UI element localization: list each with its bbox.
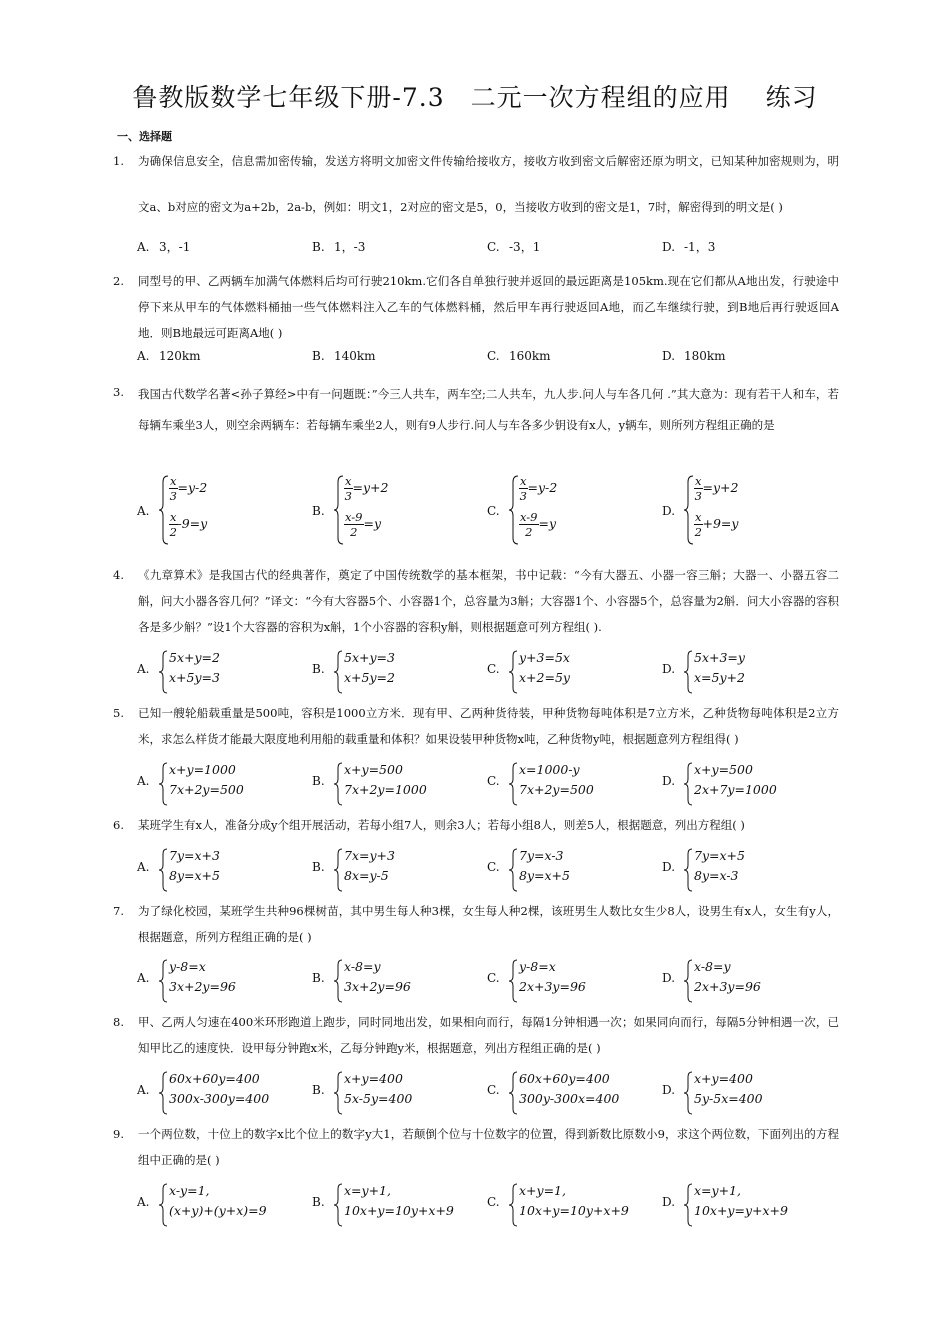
option-d[interactable] xyxy=(662,650,832,685)
left-brace-icon xyxy=(159,1183,169,1227)
question-7 xyxy=(113,898,839,950)
option-letter: D. xyxy=(662,971,676,985)
option-b[interactable] xyxy=(312,762,482,797)
equation-line-1: x-y=1, xyxy=(169,1183,210,1198)
option-d[interactable]: D. -1，3 xyxy=(662,240,716,254)
left-brace-icon xyxy=(159,959,169,1003)
option-c[interactable] xyxy=(487,848,657,883)
question-number: 6. xyxy=(113,818,124,832)
equation-line-1: y-8=x xyxy=(519,959,556,974)
option-b[interactable] xyxy=(312,959,482,994)
equation-line-2: 8y=x+5 xyxy=(519,868,570,883)
equation-line-1: x+y=400 xyxy=(694,1071,753,1086)
equation-line-2: x+5y=2 xyxy=(344,670,395,685)
option-letter: A. xyxy=(137,971,150,985)
question-text: 同型号的甲、乙两辆车加满气体燃料后均可行驶210km.它们各自单独行驶并返回的最远距离是105km.现在它们都从A地出发，行驶途中停下来从甲车的气体燃料桶抽一些气体燃料注入乙车的气体燃料桶，然后甲车再行驶返回A地，而乙车继续行驶，到B地后再行驶返回A地．则B地最远可距离A地( ) xyxy=(138,274,839,340)
equation-line-2: 5x-5y=400 xyxy=(344,1091,413,1106)
section-heading: 一、选择题 xyxy=(117,130,172,143)
option-letter: B. xyxy=(312,1083,325,1097)
option-letter: D. xyxy=(662,662,676,676)
option-letter: B. xyxy=(312,774,325,788)
left-brace-icon xyxy=(334,959,344,1003)
left-brace-icon xyxy=(159,1071,169,1115)
option-c[interactable] xyxy=(487,762,657,797)
equation-line-2: 8x=y-5 xyxy=(344,868,389,883)
question-text: 甲、乙两人匀速在400米环形跑道上跑步，同时同地出发，如果相向而行，每隔1分钟相遇一次；如果同向而行，每隔5分钟相遇一次，已知甲比乙的速度快．设甲每分钟跑x米，乙每分钟跑y米，根据题意，列出方程组正确的是( ) xyxy=(138,1015,839,1055)
left-brace-icon xyxy=(334,650,344,694)
option-letter: D. xyxy=(662,774,676,788)
option-d[interactable] xyxy=(662,1071,832,1106)
option-d[interactable] xyxy=(662,1183,832,1218)
equation-line-1: 7x=y+3 xyxy=(344,848,395,863)
left-brace-icon xyxy=(684,762,694,806)
equation-line-1: x=y+1, xyxy=(694,1183,741,1198)
option-c[interactable] xyxy=(487,650,657,685)
equation-line-2: 10x+y=y+x+9 xyxy=(694,1203,788,1218)
equation-line-1: x+y=500 xyxy=(344,762,403,777)
option-letter: B. xyxy=(312,1195,325,1209)
option-letter: D. xyxy=(662,860,676,874)
equation-line-2: 2x+7y=1000 xyxy=(694,782,777,797)
option-letter: B. xyxy=(312,860,325,874)
option-b[interactable] xyxy=(312,1183,482,1218)
option-b[interactable]: B. 140km xyxy=(312,349,376,363)
left-brace-icon xyxy=(334,762,344,806)
option-letter: C. xyxy=(487,774,500,788)
equation-line-2: 300y-300x=400 xyxy=(519,1091,620,1106)
equation-line-2: x=5y+2 xyxy=(694,670,745,685)
option-d[interactable]: D. $\frac{x}{3}$ =y+2 $\frac{x}{2}$ +9=y xyxy=(662,504,832,518)
option-d[interactable]: D. 180km xyxy=(662,349,726,363)
option-d[interactable] xyxy=(662,762,832,797)
option-a[interactable]: A. 120km xyxy=(137,349,201,363)
question-3 xyxy=(113,379,839,441)
question-text: 已知一艘轮船载重量是500吨，容积是1000立方米．现有甲、乙两种货待装，甲种货物每吨体积是7立方米，乙种货物每吨体积是2立方米，求怎么样货才能最大限度地利用船的载重量和体积？如果设装甲种货物x吨，乙种货物y吨，根据题意列方程组得( ) xyxy=(138,706,839,746)
equation-line-1: 5x+3=y xyxy=(694,650,745,665)
option-letter: D. xyxy=(662,1195,676,1209)
equation-line-2: 8y=x+5 xyxy=(169,868,220,883)
equation-line-2: 10x+y=10y+x+9 xyxy=(519,1203,629,1218)
option-letter: C. xyxy=(487,662,500,676)
left-brace-icon xyxy=(509,1183,519,1227)
question-2 xyxy=(113,268,839,346)
option-c[interactable]: C. $\frac{x}{3}$ =y-2 $\frac{x-9}{2}$ =y xyxy=(487,504,657,518)
equation-line-2: 8y=x-3 xyxy=(694,868,739,883)
left-brace-icon xyxy=(159,848,169,892)
left-brace-icon xyxy=(334,1183,344,1227)
option-b[interactable] xyxy=(312,650,482,685)
equation-line-2: 10x+y=10y+x+9 xyxy=(344,1203,454,1218)
equation-line-1: x=y+1, xyxy=(344,1183,391,1198)
equation-line-2: 2x+3y=96 xyxy=(694,979,761,994)
equation-line-2: x+5y=3 xyxy=(169,670,220,685)
equation-line-1: x+y=1000 xyxy=(169,762,236,777)
option-b[interactable]: B. $\frac{x}{3}$ =y+2 $\frac{x-9}{2}$ =y xyxy=(312,504,482,518)
equation-line-1: x-8=y xyxy=(694,959,731,974)
left-brace-icon xyxy=(684,650,694,694)
question-number: 7. xyxy=(113,904,124,918)
option-a[interactable] xyxy=(137,762,307,797)
option-a[interactable] xyxy=(137,959,307,994)
option-letter: D. xyxy=(662,1083,676,1097)
left-brace-icon xyxy=(334,848,344,892)
left-brace-icon xyxy=(509,959,519,1003)
question-number: 2. xyxy=(113,274,124,288)
option-c[interactable] xyxy=(487,959,657,994)
equation-line-2: 7x+2y=500 xyxy=(169,782,244,797)
option-d[interactable] xyxy=(662,959,832,994)
equation-line-1: 7y=x+3 xyxy=(169,848,220,863)
option-a[interactable] xyxy=(137,650,307,685)
option-a[interactable] xyxy=(137,848,307,883)
equation-line-1: x-8=y xyxy=(344,959,381,974)
question-6 xyxy=(113,812,839,838)
equation-line-1: 7y=x-3 xyxy=(519,848,564,863)
option-letter: A. xyxy=(137,662,150,676)
equation-line-1: 5x+y=3 xyxy=(344,650,395,665)
option-letter: C. xyxy=(487,1195,500,1209)
option-a[interactable] xyxy=(137,1183,307,1218)
left-brace-icon xyxy=(684,1183,694,1227)
question-text: 为了绿化校园，某班学生共种96棵树苗，其中男生每人种3棵，女生每人种2棵，该班男生人数比女生少8人，设男生有x人，女生有y人，根据题意，所列方程组正确的是( ) xyxy=(138,904,839,944)
equation-line-2: 7x+2y=500 xyxy=(519,782,594,797)
option-letter: A. xyxy=(137,1083,150,1097)
question-9 xyxy=(113,1121,839,1173)
equation-line-1: x+y=1, xyxy=(519,1183,566,1198)
equation-line-1: y+3=5x xyxy=(519,650,570,665)
question-1 xyxy=(113,148,839,230)
equation-line-2: 5y-5x=400 xyxy=(694,1091,763,1106)
option-letter: C. xyxy=(487,971,500,985)
question-text: 某班学生有x人，准备分成y个组开展活动，若每小组7人，则余3人；若每小组8人，则差5人，根据题意，列出方程组( ) xyxy=(138,818,745,832)
option-c[interactable]: C. 160km xyxy=(487,349,551,363)
equation-line-2: 7x+2y=1000 xyxy=(344,782,427,797)
equation-line-2: 3x+2y=96 xyxy=(344,979,411,994)
option-c[interactable] xyxy=(487,1071,657,1106)
left-brace-icon xyxy=(159,650,169,694)
left-brace-icon xyxy=(509,848,519,892)
equation-line-2: x+2=5y xyxy=(519,670,570,685)
option-b[interactable] xyxy=(312,848,482,883)
equation-line-2: 3x+2y=96 xyxy=(169,979,236,994)
question-8 xyxy=(113,1009,839,1061)
option-letter: C. xyxy=(487,860,500,874)
option-d[interactable] xyxy=(662,848,832,883)
option-a[interactable]: A. $\frac{x}{3}$ =y-2 $\frac{x}{2}$ -9=y xyxy=(137,504,307,518)
option-letter: B. xyxy=(312,662,325,676)
option-letter: C. xyxy=(487,1083,500,1097)
equation-line-1: 5x+y=2 xyxy=(169,650,220,665)
option-letter: A. xyxy=(137,774,150,788)
question-5 xyxy=(113,700,839,752)
option-letter: B. xyxy=(312,971,325,985)
equation-line-2: 2x+3y=96 xyxy=(519,979,586,994)
left-brace-icon xyxy=(334,1071,344,1115)
left-brace-icon xyxy=(684,1071,694,1115)
left-brace-icon xyxy=(509,762,519,806)
page-title: 鲁教版数学七年级下册-7.3 二元一次方程组的应用 练习 xyxy=(132,83,818,112)
option-letter: A. xyxy=(137,860,150,874)
question-number: 4. xyxy=(113,568,124,582)
left-brace-icon xyxy=(684,959,694,1003)
option-a[interactable]: A. 3，-1 xyxy=(137,240,191,254)
option-c[interactable]: C. -3，1 xyxy=(487,240,541,254)
option-b[interactable] xyxy=(312,1071,482,1106)
equation-line-1: 7y=x+5 xyxy=(694,848,745,863)
left-brace-icon xyxy=(159,762,169,806)
equation-line-1: 60x+60y=400 xyxy=(519,1071,610,1086)
equation-line-2: 300x-300y=400 xyxy=(169,1091,270,1106)
equation-line-1: x=1000-y xyxy=(519,762,580,777)
equation-line-1: x+y=400 xyxy=(344,1071,403,1086)
question-4 xyxy=(113,562,839,640)
left-brace-icon xyxy=(684,848,694,892)
equation-line-2: (x+y)+(y+x)=9 xyxy=(169,1203,267,1218)
question-number: 3. xyxy=(113,385,124,399)
option-a[interactable] xyxy=(137,1071,307,1106)
question-text: 一个两位数，十位上的数字x比个位上的数字y大1，若颠倒个位与十位数字的位置，得到新数比原数小9，求这个两位数，下面列出的方程组中正确的是( ) xyxy=(138,1127,839,1167)
equation-line-1: y-8=x xyxy=(169,959,206,974)
equation-line-1: 60x+60y=400 xyxy=(169,1071,260,1086)
question-number: 8. xyxy=(113,1015,124,1029)
option-b[interactable]: B. 1，-3 xyxy=(312,240,366,254)
question-number: 1. xyxy=(113,154,124,168)
question-text: 为确保信息安全，信息需加密传输，发送方将明文加密文件传输给接收方，接收方收到密文后解密还原为明文，已知某种加密规则为，明文a、b对应的密文为a+2b，2a-b，例如：明文1，2对应的密文是5，0，当接收方收到的密文是1，7时，解密得到的明文是( ) xyxy=(138,154,839,214)
question-text: 《九章算术》是我国古代的经典著作，奠定了中国传统数学的基本框架，书中记载：“今有大器五、小器一容三斛；大器一、小器五容二斛，问大小器各容几何？”译文：“今有大容器5个、小容器1个，总容量为3斛；大容器1个、小容器5个，总容量为2斛．问大小容器的容积各是多少斛？”设1个大容器的容积为x斛，1个小容器的容积y斛，则根据题意可列方程组( ). xyxy=(138,568,839,634)
option-c[interactable] xyxy=(487,1183,657,1218)
left-brace-icon xyxy=(509,650,519,694)
question-number: 5. xyxy=(113,706,124,720)
equation-line-1: x+y=500 xyxy=(694,762,753,777)
left-brace-icon xyxy=(509,1071,519,1115)
option-letter: A. xyxy=(137,1195,150,1209)
question-text: 我国古代数学名著<孙子算经>中有一问题既：”今三人共车，两车空;二人共车，九人步.问人与车各几何 .”其大意为：现有若干人和车，若每辆车乘坐3人，则空余两辆车：若每辆车乘坐2人，则有9人步行.问人与车各多少钥设有x人，y辆车，则所列方程组正确的是 xyxy=(138,387,839,432)
question-number: 9. xyxy=(113,1127,124,1141)
